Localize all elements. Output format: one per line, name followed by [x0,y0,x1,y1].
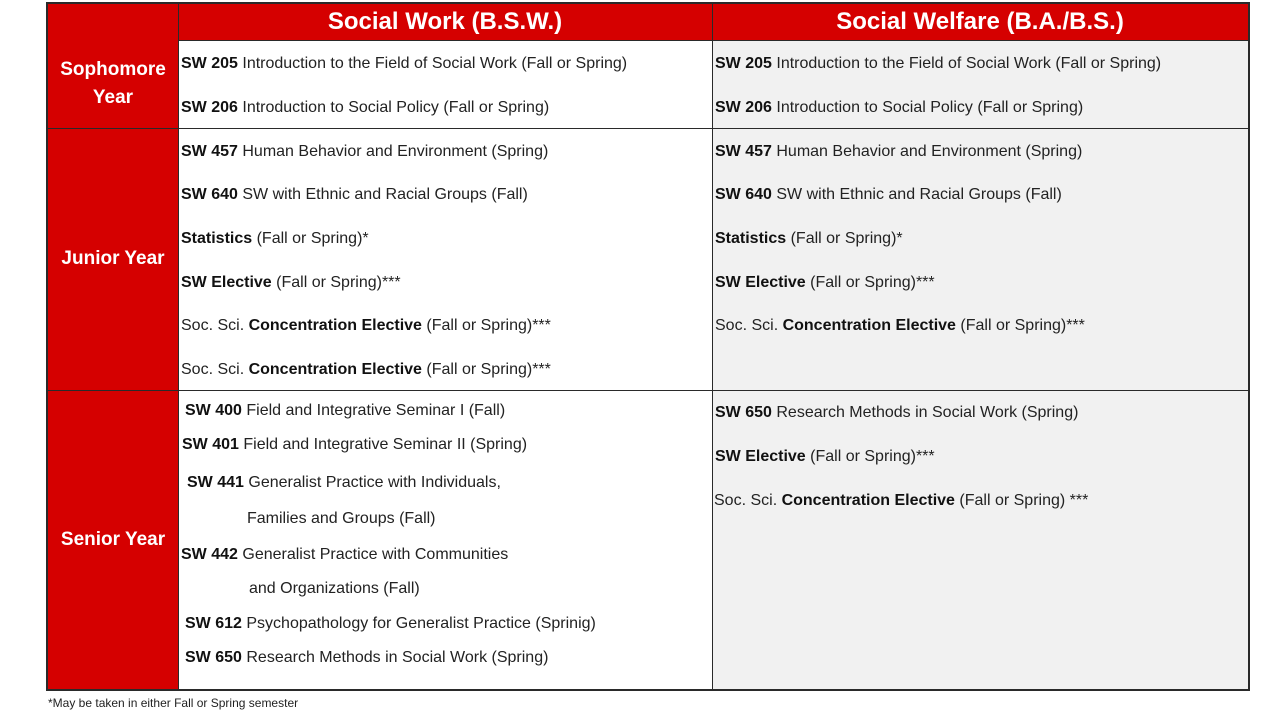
course-line [185,648,548,668]
course-title: Field and Integrative Seminar I (Fall) [241,402,506,419]
grid-line [178,40,1248,41]
course-title: (Fall or Spring)*** [955,317,1085,334]
course-line [181,98,549,118]
footnote: *May be taken in either Fall or Spring semester [48,696,299,710]
course-prefix: Soc. Sci. [715,317,783,334]
course-title: and Organizations (Fall) [249,580,420,597]
course-code: Statistics [715,230,787,247]
curriculum-table [46,2,1250,691]
course-code: SW Elective [715,448,806,465]
course-title: Research Methods in Social Work (Spring) [771,404,1079,421]
course-code: SW Elective [715,274,806,291]
course-line [187,473,501,493]
ba-sophomore-cell [712,40,1248,128]
course-line [715,403,1078,423]
course-code: SW 442 [181,546,238,563]
course-line [181,273,401,293]
course-title: Psychopathology for Generalist Practice (Sprinig) [241,615,596,632]
bsw-sophomore-cell [178,40,712,128]
course-code: SW 612 [185,615,242,632]
course-title: SW with Ethnic and Racial Groups (Fall) [771,186,1062,203]
course-line [181,545,508,565]
ba-senior-cell [712,390,1248,689]
course-title: Introduction to Social Policy (Fall or Spring) [237,99,550,116]
course-code: SW 206 [181,99,238,116]
course-title: (Fall or Spring) *** [954,492,1089,509]
course-code: SW 206 [715,99,772,116]
course-line [181,185,528,205]
year-junior: Junior Year [48,128,178,390]
course-title: Generalist Practice with Communities [237,546,509,563]
course-title: Research Methods in Social Work (Spring) [241,649,549,666]
ba-junior-cell [712,128,1248,390]
course-line [249,579,420,599]
course-title: (Fall or Spring)*** [271,274,401,291]
year-sophomore: Sophomore Year [48,40,178,128]
course-title: Human Behavior and Environment (Spring) [771,143,1083,160]
course-code: SW 205 [715,55,772,72]
course-line [715,273,935,293]
course-code: SW 401 [182,436,239,453]
course-line [185,614,596,634]
course-prefix: Soc. Sci. [714,492,782,509]
course-title: Generalist Practice with Individuals, [243,474,501,491]
course-title: (Fall or Spring)*** [421,317,551,334]
course-title: (Fall or Spring)*** [805,274,935,291]
course-code: SW 400 [185,402,242,419]
course-line [715,316,1085,336]
course-code: Statistics [181,230,253,247]
course-title: (Fall or Spring)*** [421,361,551,378]
course-line [181,142,548,162]
grid-line [712,4,713,689]
header-ba-bs: Social Welfare (B.A./B.S.) [712,4,1248,40]
course-line [181,360,551,380]
course-code: Concentration Elective [782,317,956,334]
grid-line [178,4,179,689]
header-bsw: Social Work (B.S.W.) [178,4,712,40]
header-corner [48,4,178,40]
year-senior: Senior Year [48,390,178,689]
course-title: Families and Groups (Fall) [247,510,436,527]
course-line [185,401,505,421]
course-code: SW 457 [181,143,238,160]
grid-line [48,128,1248,129]
bsw-senior-cell [178,390,712,689]
course-code: Concentration Elective [781,492,955,509]
course-line [182,435,527,455]
course-code: SW 441 [187,474,244,491]
course-code: Concentration Elective [248,317,422,334]
course-title: Human Behavior and Environment (Spring) [237,143,549,160]
course-line [715,229,903,249]
course-code: SW 640 [181,186,238,203]
course-line [181,229,369,249]
course-title: (Fall or Spring)* [252,230,369,247]
course-line [715,142,1082,162]
course-line [715,185,1062,205]
bsw-junior-cell [178,128,712,390]
course-line [714,491,1088,511]
course-title: Introduction to the Field of Social Work (Fall or Spring) [771,55,1162,72]
grid-line [48,390,1248,391]
course-title: Introduction to the Field of Social Work (Fall or Spring) [237,55,628,72]
course-title: (Fall or Spring)*** [805,448,935,465]
course-code: SW 650 [185,649,242,666]
course-title: Field and Integrative Seminar II (Spring) [238,436,528,453]
course-code: Concentration Elective [248,361,422,378]
course-line [715,54,1161,74]
course-title: (Fall or Spring)* [786,230,903,247]
course-title: Introduction to Social Policy (Fall or Spring) [771,99,1084,116]
course-code: SW 205 [181,55,238,72]
course-line [247,509,436,529]
course-code: SW 457 [715,143,772,160]
course-code: SW Elective [181,274,272,291]
course-title: SW with Ethnic and Racial Groups (Fall) [237,186,528,203]
course-line [181,316,551,336]
course-prefix: Soc. Sci. [181,317,249,334]
course-line [715,447,935,467]
course-code: SW 640 [715,186,772,203]
course-code: SW 650 [715,404,772,421]
course-line [181,54,627,74]
course-prefix: Soc. Sci. [181,361,249,378]
course-line [715,98,1083,118]
